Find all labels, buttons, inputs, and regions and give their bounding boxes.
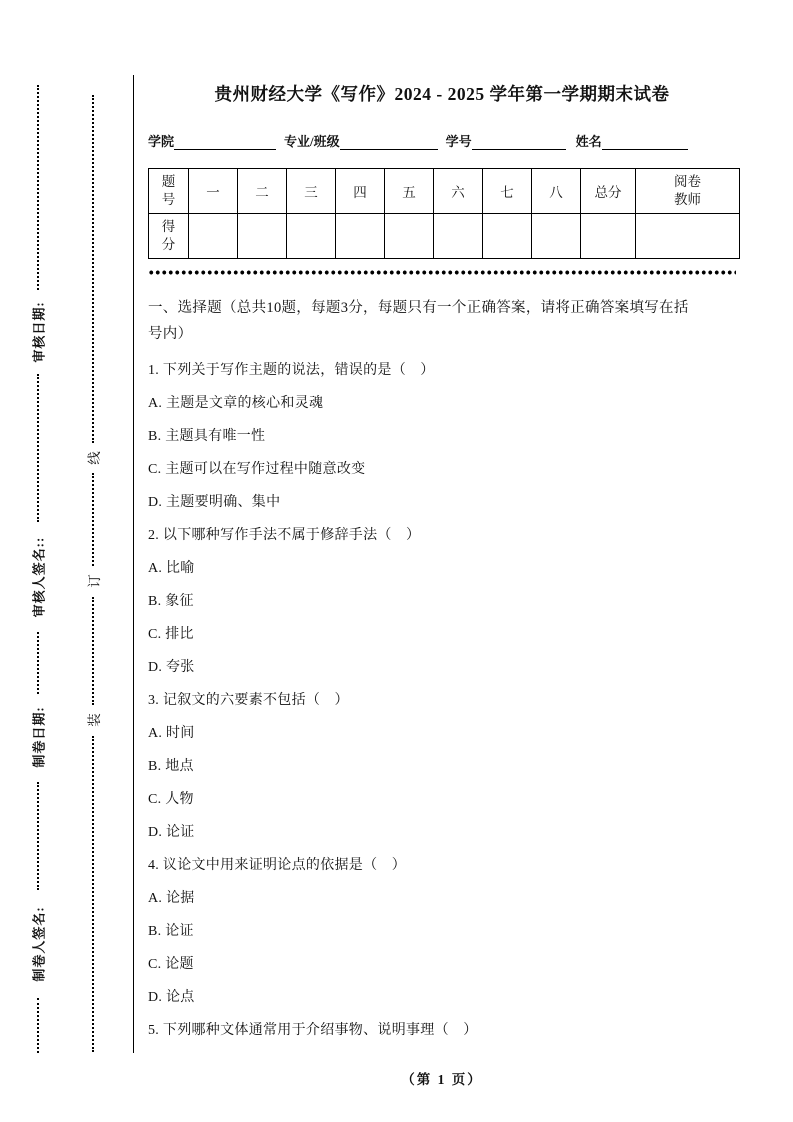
score-col-header: 七: [483, 169, 532, 214]
margin-label-maker-date: 制卷日期:: [31, 706, 47, 768]
score-cell[interactable]: [238, 214, 287, 259]
score-cell[interactable]: [189, 214, 238, 259]
score-col-header: 四: [336, 169, 385, 214]
question-option: D. 夸张: [148, 660, 195, 675]
question-block-2: [148, 526, 736, 677]
score-table-score-row: [149, 214, 740, 259]
question-option: D. 论点: [148, 990, 195, 1005]
margin-label-review-date: 审核日期:: [31, 301, 47, 363]
college-label: 学院: [148, 134, 175, 149]
question-text: 3. 记叙文的六要素不包括（ ）: [148, 693, 349, 708]
score-row-header: [149, 214, 189, 259]
major-class-field[interactable]: [340, 132, 438, 150]
score-col-header: 二: [238, 169, 287, 214]
dotted-line: [37, 998, 39, 1053]
name-field[interactable]: [602, 132, 688, 150]
question-block-5: [148, 1021, 736, 1040]
question-option: C. 人物: [148, 792, 194, 807]
exam-title: 贵州财经大学《写作》2024 - 2025 学年第一学期期末试卷: [214, 84, 670, 104]
question-option: D. 主题要明确、集中: [148, 495, 281, 510]
score-table-header-row: [149, 169, 740, 214]
college-field[interactable]: [174, 132, 276, 150]
question-text: 5. 下列哪种文体通常用于介绍事物、说明事理（ ）: [148, 1023, 478, 1038]
score-col-header: 五: [385, 169, 434, 214]
binding-char-staple: 订: [87, 574, 102, 588]
question-block-4: [148, 856, 736, 1007]
content-border-line: [133, 75, 134, 1053]
question-option: A. 比喻: [148, 561, 195, 576]
dotted-line: [92, 597, 94, 705]
score-table-corner: [149, 169, 189, 214]
major-class-label: 专业/班级: [284, 134, 340, 149]
question-text: 2. 以下哪种写作手法不属于修辞手法（ ）: [148, 528, 421, 543]
dotted-line: [92, 473, 94, 566]
question-option: A. 时间: [148, 726, 195, 741]
margin-label-reviewer-signature: 审核人签名::: [31, 536, 47, 618]
score-cell[interactable]: [336, 214, 385, 259]
score-col-header: 八: [532, 169, 581, 214]
score-cell-total[interactable]: [581, 214, 636, 259]
score-cell[interactable]: [483, 214, 532, 259]
page-number: （第 1 页）: [401, 1072, 483, 1087]
question-option: C. 主题可以在写作过程中随意改变: [148, 462, 366, 477]
score-col-header-grader: [636, 169, 740, 214]
name-label: 姓名: [575, 134, 602, 149]
student-info-row: [148, 132, 736, 150]
question-option: A. 主题是文章的核心和灵魂: [148, 396, 324, 411]
score-cell[interactable]: [434, 214, 483, 259]
student-id-label: 学号: [445, 134, 472, 149]
score-col-header: 三: [287, 169, 336, 214]
exam-body: [148, 82, 736, 1040]
dotted-line: [37, 374, 39, 522]
question-block-3: [148, 691, 736, 842]
score-col-header-total: 总分: [581, 169, 636, 214]
question-text: 4. 议论文中用来证明论点的依据是（ ）: [148, 858, 406, 873]
section-heading: [148, 295, 736, 347]
grader-header: 阅卷教师: [673, 174, 701, 207]
dotted-line: [92, 95, 94, 443]
dotted-line: [37, 632, 39, 694]
section-heading-line2: 号内）: [148, 326, 193, 342]
score-table: [148, 168, 740, 259]
question-option: B. 论证: [148, 924, 194, 939]
score-col-header: 六: [434, 169, 483, 214]
question-option: A. 论据: [148, 891, 195, 906]
score-cell[interactable]: [287, 214, 336, 259]
score-cell[interactable]: [385, 214, 434, 259]
section-heading-line1: 一、选择题（总共10题，每题3分，每题只有一个正确答案，请将正确答案填写在括: [148, 300, 689, 316]
question-option: D. 论证: [148, 825, 195, 840]
question-option: C. 排比: [148, 627, 194, 642]
score-header: 得分: [161, 219, 176, 252]
binding-char-line: 线: [87, 451, 102, 465]
question-option: B. 主题具有唯一性: [148, 429, 266, 444]
question-block-1: [148, 361, 736, 512]
question-number-header: 题号: [161, 174, 176, 207]
student-id-field[interactable]: [472, 132, 566, 150]
question-option: B. 地点: [148, 759, 194, 774]
question-option: C. 论题: [148, 957, 194, 972]
question-option: B. 象征: [148, 594, 194, 609]
score-cell[interactable]: [532, 214, 581, 259]
dotted-line: [37, 782, 39, 890]
score-cell-grader[interactable]: [636, 214, 740, 259]
question-text: 1. 下列关于写作主题的说法，错误的是（ ）: [148, 363, 435, 378]
dotted-line: [37, 85, 39, 290]
binding-char-bind: 装: [87, 713, 102, 727]
margin-label-maker-signature: 制卷人签名:: [31, 906, 47, 982]
dotted-separator: [148, 270, 736, 275]
score-col-header: 一: [189, 169, 238, 214]
dotted-line: [92, 736, 94, 1052]
